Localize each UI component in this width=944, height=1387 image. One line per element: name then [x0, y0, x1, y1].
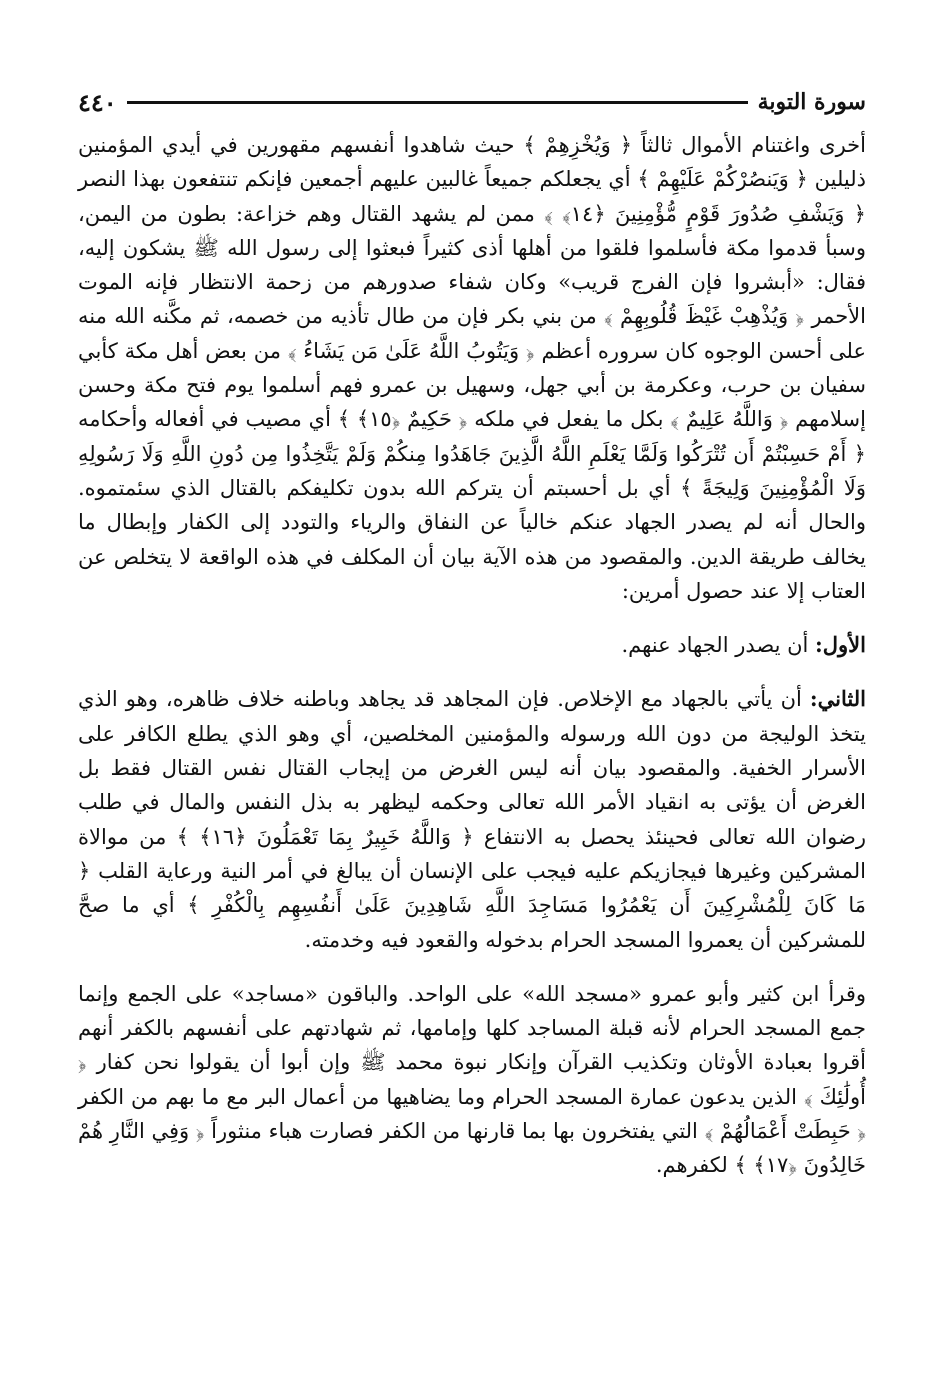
- page-body: [78, 128, 866, 1183]
- second-condition-label: الثاني:: [809, 686, 866, 712]
- second-condition-text: أن يأتي بالجهاد مع الإخلاص. فإن المجاهد قد يجاهد وباطنه خلاف ظاهره، وهو الذي يتخذ الوليجة من دون الله ورسوله والمؤمنين المخلصين، أي وهو الذي يطلع الكافر على الأسرار الخفية. والمقصود بيان أنه ليس الغرض من إيجاب القتال نفس القتال فقط بل الغرض أن يؤتى به انقياد الأمر الله تعالى وحكمه ليظهر به بذل النفس والمال في طلب رضوان الله تعالى فحينئذ يحصل به الانتفاع ﴿ وَاللَّهُ خَبِيرٌ بِمَا تَعْمَلُونَ ﴿١٦﴾ ﴾ من موالاة المشركين وغيرها فيجازيكم عليه فيجب على الإنسان أن يبالغ في أمر النية ورعاية القلب ﴿ مَا كَانَ لِلْمُشْرِكِينَ أَن يَعْمُرُوا مَسَاجِدَ اللَّهِ شَاهِدِينَ عَلَىٰ أَنفُسِهِم بِالْكُفْرِ ﴾ أي ما صحَّ للمشركين أن يعمروا المسجد الحرام بدخوله والقعود فيه وخدمته.: [78, 687, 866, 952]
- surah-name: سورة التوبة: [757, 89, 866, 115]
- first-condition-text: أن يصدر الجهاد عنهم.: [621, 633, 816, 658]
- paragraph-1: أخرى واغتنام الأموال ثالثاً ﴿ وَيُخْزِهِمْ ﴾ حيث شاهدوا أنفسهم مقهورين في أيدي المؤمنين ذليلين ﴿ وَيَنصُرْكُمْ عَلَيْهِمْ ﴾ أي يجعلكم جميعاً غالبين عليهم أجمعين فإنكم تنتفعون بهذا النصر ﴿ وَيَشْفِ صُدُورَ قَوْمٍ مُّؤْمِنِينَ ﴿١٤﴾ ﴾ ممن لم يشهد القتال وهم خزاعة: بطون من اليمن، وسبأ قدموا مكة فأسلموا فلقوا من أهلها أذى كثيراً فبعثوا إلى رسول الله ﷺ يشكون إليه، فقال: «أبشروا فإن الفرج قريب» وكان شفاء صدورهم من زحمة الانتظار فإنه الموت الأحمر ﴿ وَيُذْهِبْ غَيْظَ قُلُوبِهِمْ ﴾ من بني بكر فإن من طال تأذيه من خصمه، ثم مكَّنه الله منه على أحسن الوجوه كان سروره أعظم ﴿ وَيَتُوبُ اللَّهُ عَلَىٰ مَن يَشَاءُ ﴾ من بعض أهل مكة كأبي سفيان بن حرب، وعكرمة بن أبي جهل، وسهيل بن عمرو فهم أسلموا يوم فتح مكة وحسن إسلامهم ﴿ وَاللَّهُ عَلِيمٌ ﴾ بكل ما يفعل في ملكه ﴿ حَكِيمٌ ﴿١٥﴾ ﴾ أي مصيب في أفعاله وأحكامه ﴿ أَمْ حَسِبْتُمْ أَن تُتْرَكُوا وَلَمَّا يَعْلَمِ اللَّهُ الَّذِينَ جَاهَدُوا مِنكُمْ وَلَمْ يَتَّخِذُوا مِن دُونِ اللَّهِ وَلَا رَسُولِهِ وَلَا الْمُؤْمِنِينَ وَلِيجَةً ﴾ أي بل أحسبتم أن يتركم الله بدون تكليفكم بالقتال الذي سئمتموه. والحال أنه لم يصدر الجهاد عنكم خالياً عن النفاق والرياء والتودد إلى الكفار وإبطال ما يخالف طريقة الدين. والمقصود من هذه الآية بيان أن المكلف في هذه الواقعة لا يتخلص عن العتاب إلا عند حصول أمرين:: [78, 133, 866, 603]
- page-header: [78, 84, 866, 120]
- paragraph-4: وقرأ ابن كثير وأبو عمرو «مسجد الله» على الواحد. والباقون «مساجد» على الجمع وإنما جمع المسجد الحرام لأنه قبلة المساجد كلها وإمامها، ثم شهادتهم على أنفسهم بالكفر أنهم أقروا بعبادة الأوثان وتكذيب القرآن وإنكار نبوة محمد ﷺ وإن أبوا أن يقولوا نحن كفار ﴿ أُولَٰئِكَ ﴾ الذين يدعون عمارة المسجد الحرام وما يضاهيها من أعمال البر مع ما بهم من الكفر ﴿ حَبِطَتْ أَعْمَالُهُمْ ﴾ التي يفتخرون بها بما قارنها من الكفر فصارت هباء منثوراً ﴿ وَفِي النَّارِ هُمْ خَالِدُونَ ﴿١٧﴾ ﴾ لكفرهم.: [77, 981, 866, 1178]
- paragraph-first-condition: [78, 628, 866, 662]
- header-rule: [127, 101, 748, 104]
- paragraph-second-condition: [78, 682, 866, 956]
- first-condition-label: الأول:: [815, 632, 866, 658]
- page-number: ٤٤٠: [78, 87, 117, 117]
